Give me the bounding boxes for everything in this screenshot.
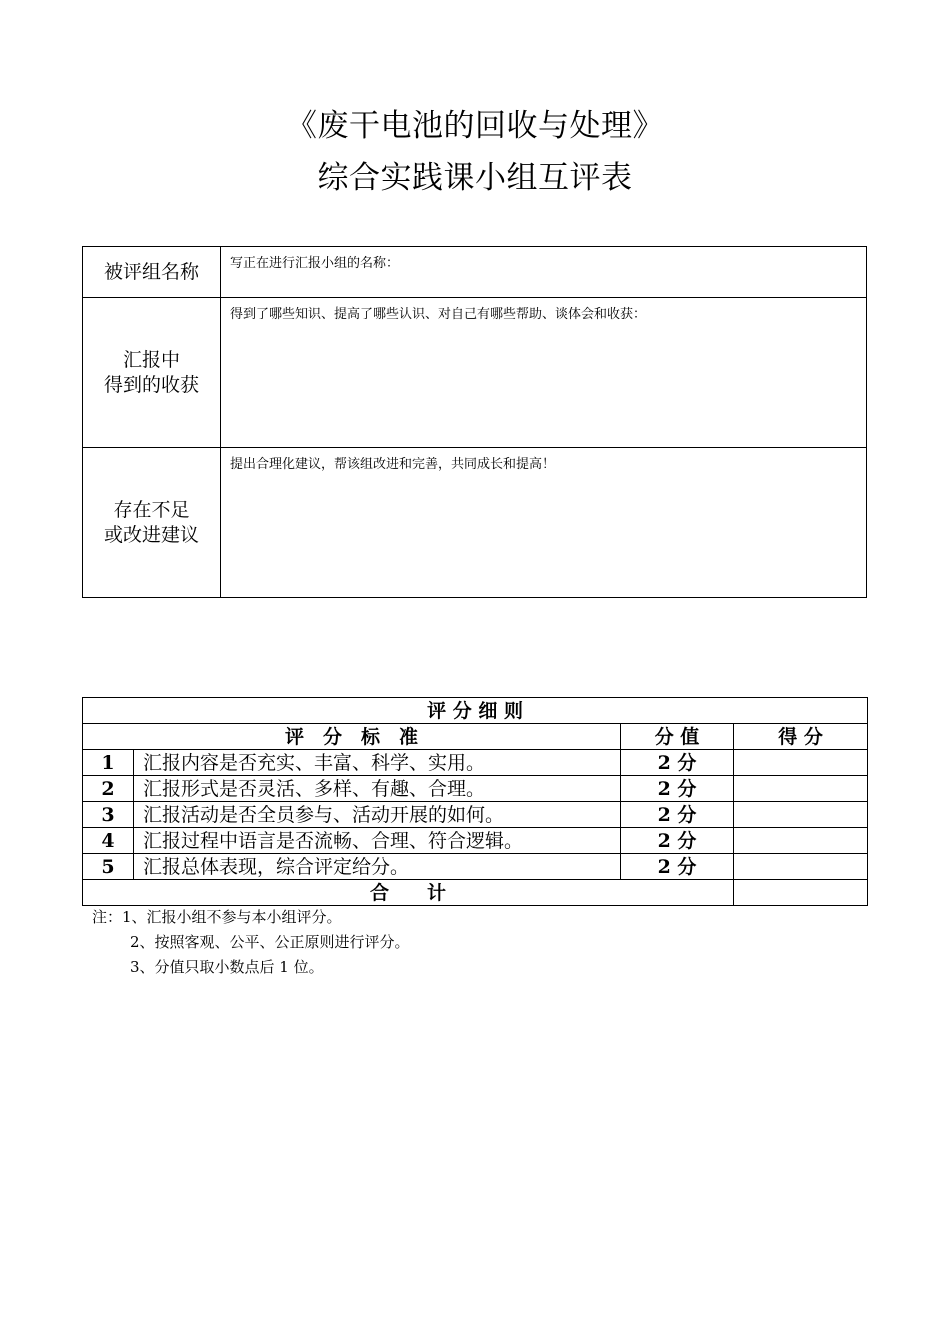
table-row [83, 828, 868, 854]
row-number: 5 [83, 854, 134, 880]
note-item: 3、分值只取小数点后 1 位。 [130, 958, 324, 976]
group-name-field[interactable] [221, 247, 867, 298]
evaluation-table [82, 246, 867, 598]
group-name-label: 被评组名称 [83, 247, 221, 298]
score-input-cell[interactable] [734, 776, 868, 802]
suggestion-field[interactable] [221, 448, 867, 598]
row-number: 4 [83, 828, 134, 854]
group-name-hint: 写正在进行汇报小组的名称： [230, 256, 400, 271]
col-criteria-header: 评 分 标 准 [83, 724, 621, 750]
scoring-header-row [83, 724, 868, 750]
value-cell: 2 分 [621, 802, 734, 828]
page-subtitle: 综合实践课小组互评表 [317, 160, 633, 196]
row-number: 1 [83, 750, 134, 776]
group-name-row [83, 247, 867, 298]
total-score-cell[interactable] [734, 880, 868, 906]
suggestion-label: 存在不足 或改进建议 [83, 448, 221, 598]
gains-row [83, 298, 867, 448]
criteria-text: 汇报总体表现，综合评定给分。 [134, 854, 621, 880]
value-cell: 2 分 [621, 854, 734, 880]
score-input-cell[interactable] [734, 750, 868, 776]
table-row [83, 854, 868, 880]
total-row [83, 880, 868, 906]
row-number: 3 [83, 802, 134, 828]
col-value-header: 分 值 [621, 724, 734, 750]
page-title: 《废干电池的回收与处理》 [286, 108, 664, 144]
criteria-text: 汇报活动是否全员参与、活动开展的如何。 [134, 802, 621, 828]
table-row [83, 802, 868, 828]
score-input-cell[interactable] [734, 828, 868, 854]
criteria-text: 汇报内容是否充实、丰富、科学、实用。 [134, 750, 621, 776]
scoring-title: 评 分 细 则 [83, 698, 868, 724]
col-score-header: 得 分 [734, 724, 868, 750]
note-item: 2、按照客观、公平、公正原则进行评分。 [130, 933, 410, 951]
gains-hint: 得到了哪些知识、提高了哪些认识、对自己有哪些帮助、谈体会和收获： [230, 307, 647, 322]
score-input-cell[interactable] [734, 802, 868, 828]
suggestion-row [83, 448, 867, 598]
value-cell: 2 分 [621, 776, 734, 802]
gains-field[interactable] [221, 298, 867, 448]
scoring-table [82, 697, 868, 906]
criteria-text: 汇报过程中语言是否流畅、合理、符合逻辑。 [134, 828, 621, 854]
row-number: 2 [83, 776, 134, 802]
gains-label: 汇报中 得到的收获 [83, 298, 221, 448]
criteria-text: 汇报形式是否灵活、多样、有趣、合理。 [134, 776, 621, 802]
table-row [83, 750, 868, 776]
score-input-cell[interactable] [734, 854, 868, 880]
value-cell: 2 分 [621, 828, 734, 854]
note-item: 注：1、汇报小组不参与本小组评分。 [92, 908, 342, 926]
table-row [83, 776, 868, 802]
value-cell: 2 分 [621, 750, 734, 776]
suggestion-hint: 提出合理化建议，帮该组改进和完善，共同成长和提高！ [230, 457, 556, 472]
notes [92, 905, 410, 980]
total-label: 合 计 [83, 880, 734, 906]
scoring-title-row [83, 698, 868, 724]
